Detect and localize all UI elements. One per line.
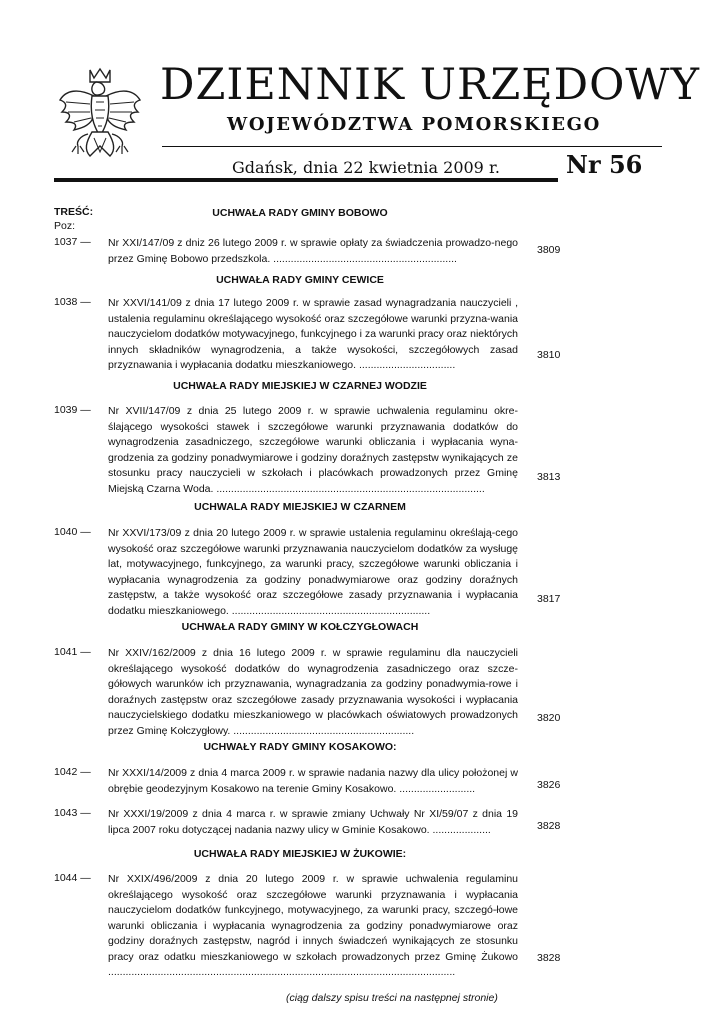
entry-page: 3809: [537, 244, 561, 256]
section-heading: UCHWAŁA RADY GMINY W KOŁCZYGŁOWACH: [181, 621, 419, 633]
entry-page: 3813: [537, 471, 561, 483]
entry-text[interactable]: Nr XXVI/141/09 z dnia 17 lutego 2009 r. w sprawie zasad wynagradzania nauczycieli , ustalenia regulaminu określającego wysokość oraz szczegółowe warunki przyzna-wania nauczycielom dodatków motywacyjnego, funkcyjnego i za warunki pracy oraz niektórych innych składników wynagrodzenia, a także wysokości, szczegółowych zasad przyznawania i wypłacania dodatku mieszkaniowego. .................................: [108, 297, 518, 371]
entry-number: 1044 —: [54, 872, 91, 884]
poz-label: Poz:: [54, 220, 76, 232]
header-divider-thick: [54, 178, 558, 182]
issue-number: Nr 56: [566, 150, 643, 179]
section-heading: UCHWAŁA RADY MIEJSKIEJ W ŻUKOWIE:: [193, 848, 407, 860]
entry-text[interactable]: Nr XXXI/19/2009 z dnia 4 marca r. w sprawie zmiany Uchwały Nr XI/59/07 z dnia 19 lipca 2007 roku dotyczącej nadania nazwy ulicy w Gminie Kosakowo. ....................: [108, 808, 518, 836]
journal-title: DZIENNIK URZĘDOWY: [160, 60, 700, 110]
entry-text[interactable]: Nr XXIV/162/2009 z dnia 16 lutego 2009 r. w sprawie regulaminu dla nauczycieli określającego wysokość dodatków do wynagrodzenia zasadniczego oraz szcze-gółowych warunków ich przyznawania, wynagradzania za godziny ponadwymia-rowe i doraźnych zastępstw oraz szczegółowe zasady przyznawania wysokości i wypłacania nauczycielskiego dodatku mieszkaniowego w placówkach oświatowych prowadzonych przez Gminę Kołczygłowy. ..............................................................: [108, 647, 518, 737]
journal-subtitle: WOJEWÓDZTWA POMORSKIEGO: [227, 114, 601, 135]
entry-text[interactable]: Nr XXVI/173/09 z dnia 20 lutego 2009 r. w sprawie ustalenia regulaminu określają-cego wysokość oraz szczegółowe warunki przyznawania nauczycielom dodatków za wysługę lat, motywacyjnego, funkcyjnego, za warunki pracy, szczegółowe warunki obliczania i wypłacania wynagrodzenia za godziny ponadwymiarowe oraz godziny doraźnych zastępstw, a także wysokość oraz szczegółowe zasady przyznawania i wypłacania dodatku mieszkaniowego. ....................................................................: [108, 527, 518, 617]
entry-page: 3826: [537, 779, 561, 791]
entry-page: 3828: [537, 952, 561, 964]
entry-number: 1037 —: [54, 236, 91, 248]
section-heading: UCHWAŁA RADY MIEJSKIEJ W CZARNEJ WODZIE: [173, 380, 427, 392]
entry-number: 1043 —: [54, 807, 91, 819]
continuation-note: (ciąg dalszy spisu treści na następnej stronie): [286, 992, 498, 1004]
entry-number: 1038 —: [54, 296, 91, 308]
entry-number: 1041 —: [54, 646, 91, 658]
section-heading: UCHWAŁA RADY GMINY BOBOWO: [212, 207, 388, 219]
header-divider-thin: [162, 146, 662, 147]
entry-text[interactable]: Nr XXXI/14/2009 z dnia 4 marca 2009 r. w sprawie nadania nazwy dla ulicy położonej w obrębie geodezyjnym Kosakowo na terenie Gminy Kosakowo. ..........................: [108, 767, 518, 795]
entry-text[interactable]: Nr XXIX/496/2009 z dnia 20 lutego 2009 r. w sprawie uchwalenia regulaminu określającego wysokość oraz szczegółowe warunki przyznawania i wypłacania nauczycielom dodatków funkcyjnego, motywacyjnego, za warunki pracy, szczegó-łowe warunki obliczania i wypłacania wynagrodzenia za godziny ponadwymiarowe oraz godziny doraźnych zastępstw, nagród i innych świadczeń wynikających ze stosunku pracy oraz odatku mieszkaniowego w szkołach prowadzonych przez Gminę Żukowo .......................................................................................................................: [108, 873, 518, 978]
entry-page: 3817: [537, 593, 561, 605]
section-heading: UCHWALA RADY MIEJSKIEJ W CZARNEM: [194, 501, 406, 513]
polish-eagle-emblem-icon: [56, 66, 144, 164]
entry-page: 3828: [537, 820, 561, 832]
entry-number: 1042 —: [54, 766, 91, 778]
entry-text[interactable]: Nr XVII/147/09 z dnia 25 lutego 2009 r. w sprawie uchwalenia regulaminu okre-ślającego wysokości stawek i szczegółowe warunki przyznawania dodatków do wynagrodzenia zasadniczego, szczegółowe warunki obliczania i wypłacania wyna-grodzenia za godziny ponadwymiarowe i godziny doraźnych zastępstw wynikających ze stosunku pracy nauczycieli w szkołach i placówkach prowadzonych przez Gminę Miejską Czarna Woda. ............................................................................................: [108, 405, 518, 495]
issue-date: Gdańsk, dnia 22 kwietnia 2009 r.: [232, 158, 500, 177]
entry-page: 3810: [537, 349, 561, 361]
section-heading: UCHWAŁA RADY GMINY CEWICE: [216, 274, 384, 286]
entry-number: 1039 —: [54, 404, 91, 416]
entry-text[interactable]: Nr XXI/147/09 z dniz 26 lutego 2009 r. w sprawie opłaty za świadczenia prowadzo-nego przez Gminę Bobowo przedszkola. ...............................................................: [108, 237, 518, 265]
entry-page: 3820: [537, 712, 561, 724]
toc-label: TREŚĆ:: [54, 206, 94, 218]
section-heading: UCHWAŁY RADY GMINY KOSAKOWO:: [203, 741, 397, 753]
entry-number: 1040 —: [54, 526, 91, 538]
